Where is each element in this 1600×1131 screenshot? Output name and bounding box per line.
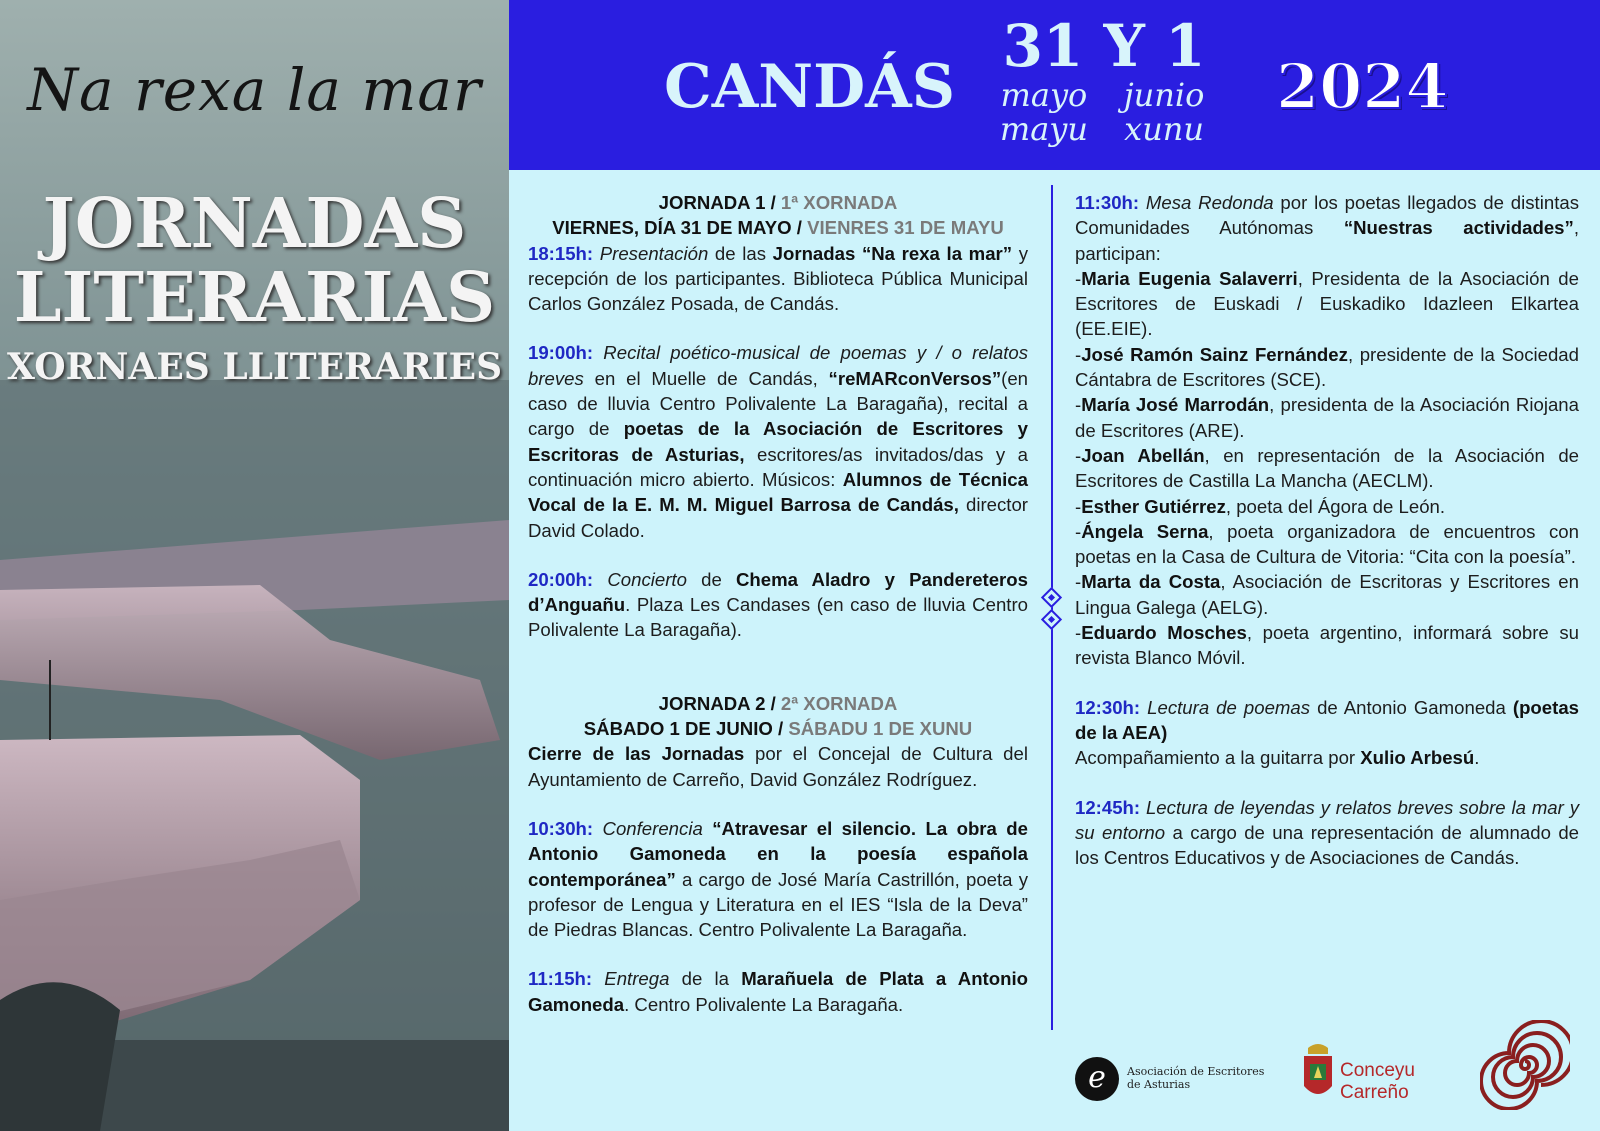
participant: -Esther Gutiérrez, poeta del Ágora de León. bbox=[1075, 495, 1446, 517]
divider-ornament bbox=[1041, 609, 1062, 630]
participant: -Marta da Costa, Asociación de Escritoras y Escritores en Lingua Galega (AELG). bbox=[1075, 571, 1579, 618]
event-entrega: 11:15h: Entrega de la Marañuela de Plata a Antonio Gamoneda. Centro Polivalente La Baragaña. bbox=[528, 968, 1028, 1015]
participant: -María José Marrodán, presidenta de la Asociación Riojana de Escritores (ARE). bbox=[1075, 394, 1579, 441]
day2-heading: JORNADA 2 / 2ª XORNADA bbox=[658, 692, 898, 714]
header-bar bbox=[509, 0, 1600, 170]
day2-date: SÁBADO 1 DE JUNIO / SÁBADU 1 DE XUNU bbox=[583, 718, 973, 740]
title-asturian: XORNAES LLITERARIES bbox=[6, 346, 503, 388]
participant: -Joan Abellán, en representación de la Asociación de Escritores de Castilla La Mancha (AECLM). bbox=[1075, 444, 1579, 492]
day1-date: VIERNES, DÍA 31 DE MAYO / VIENRES 31 DE MAYU bbox=[552, 217, 1004, 239]
carreno-logo-text: Conceyu Carreño bbox=[1340, 1060, 1415, 1103]
spiral-logo-icon bbox=[1480, 1020, 1570, 1110]
divider-ornament bbox=[1041, 587, 1062, 608]
event-cierre: Cierre de las Jornadas por el Concejal de Cultura del Ayuntamiento de Carreño, David González Rodríguez. bbox=[528, 743, 1028, 790]
day1-heading: JORNADA 1 / 1ª XORNADA bbox=[658, 192, 898, 213]
event-lectura-leyendas: 12:45h: Lectura de leyendas y relatos breves sobre la mar y su entorno a cargo de una representación de alumnado de los Centros Educativos y de Asociaciones de Candás. bbox=[1075, 796, 1579, 869]
aea-logo-mark: e bbox=[1075, 1057, 1119, 1101]
month-may-ast: mayu bbox=[999, 110, 1088, 148]
participant: -Maria Eugenia Salaverri, Presidenta de la Asociación de Escritores de Euskadi / Euskadiko Idazleen Elkartea (EE.EIE). bbox=[1075, 267, 1579, 340]
event-year: 2024 bbox=[1276, 50, 1449, 123]
script-title: Na rexa la mar bbox=[27, 56, 482, 124]
month-may-es: mayo bbox=[1000, 76, 1088, 114]
aea-logo-text: Asociación de Escritores de Asturias bbox=[1127, 1065, 1265, 1091]
event-mesa-redonda: 11:30h: Mesa Redonda por los poetas llegados de distintas Comunidades Autónomas “Nuestras actividades”, participan: bbox=[1075, 192, 1579, 264]
event-recital: 19:00h: Recital poético-musical de poemas y / o relatos breves en el Muelle de Candás, “reMARconVersos”(en caso de lluvia Centro Polivalente La Baragaña), recital a cargo de poetas de la Asociación de Escritores y Escritoras de Asturias, escritores/as invitados/das y a continuación micro abierto. Músicos: Alumnos de Técnica Vocal de la E. M. M. Miguel Barrosa de Candás, director David Colado. bbox=[528, 342, 1028, 541]
carreno-shield-icon bbox=[1302, 1042, 1334, 1102]
carreno-logo bbox=[1302, 1042, 1432, 1102]
event-conferencia: 10:30h: Conferencia “Atravesar el silencio. La obra de Antonio Gamoneda en la poesía española contemporánea” a cargo de José María Castrillón, poeta y profesor de Lengua y Literatura en el IES “Isla de la Deva” de Piedras Blancas. Centro Polivalente La Baragaña. bbox=[528, 817, 1028, 941]
event-lectura-poemas: 12:30h: Lectura de poemas de Antonio Gamoneda (poetas de la AEA) Acompañamiento a la guitarra por Xulio Arbesú. bbox=[1075, 696, 1579, 769]
program-column-2 bbox=[1075, 190, 1579, 870]
aea-logo bbox=[1075, 1055, 1275, 1103]
months-es bbox=[984, 78, 1224, 112]
event-dates bbox=[984, 14, 1224, 146]
sea-pier-photo bbox=[0, 0, 509, 1131]
city-name: CANDÁS bbox=[664, 52, 956, 122]
months-ast bbox=[984, 112, 1224, 146]
title-jornadas: JORNADAS bbox=[42, 184, 467, 264]
participant: -Ángela Serna, poeta organizadora de encuentros con poetas en la Casa de Cultura de Vitoria: “Cita con la poesía”. bbox=[1075, 520, 1579, 568]
title-literarias: LITERARIAS bbox=[13, 258, 496, 338]
event-concierto: 20:00h: Concierto de Chema Aladro y Pandereteros d’Anguañu. Plaza Les Candases (en caso de lluvia Centro Polivalente La Baragaña). bbox=[528, 568, 1028, 641]
date-days: 31 Y 1 bbox=[1002, 12, 1206, 80]
program-column-1 bbox=[528, 190, 1028, 1017]
cover-panel bbox=[0, 0, 509, 1131]
event-presentacion: 18:15h: Presentación de las Jornadas “Na rexa la mar” y recepción de los participantes. Biblioteca Pública Municipal Carlos González Posada, de Candás. bbox=[528, 242, 1029, 315]
month-jun-ast: xunu bbox=[1124, 110, 1205, 148]
participant: -José Ramón Sainz Fernández, presidente de la Sociedad Cántabra de Escritores (SCE). bbox=[1075, 343, 1579, 391]
participant: -Eduardo Mosches, poeta argentino, informará sobre su revista Blanco Móvil. bbox=[1075, 622, 1579, 669]
month-jun-es: junio bbox=[1123, 76, 1205, 114]
